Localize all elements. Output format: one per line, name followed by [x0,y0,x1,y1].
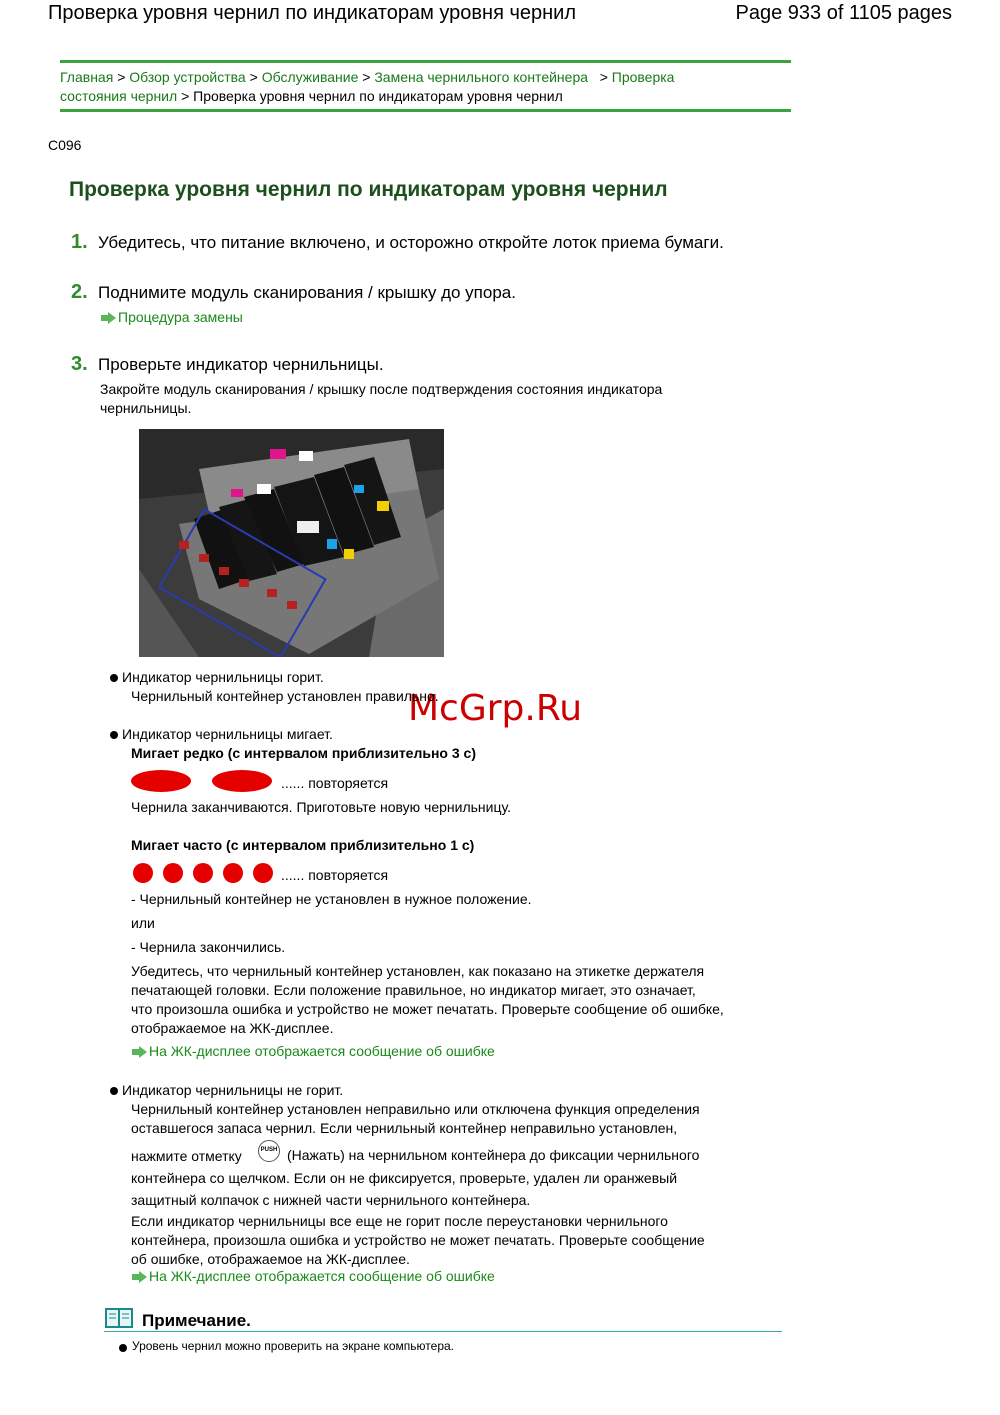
bullet-icon [110,731,118,739]
slow-blink-text: Чернила заканчиваются. Приготовьте новую чернильницу. [131,799,511,815]
fast-blink-line: или [131,915,155,931]
step-text: Поднимите модуль сканирования / крышку до упора. [98,283,516,302]
photo-label [297,521,319,533]
bullet-icon [110,674,118,682]
page-code: C096 [48,137,82,153]
bullet-icon [110,1087,118,1095]
fast-blink-para: отображаемое на ЖК-дисплее. [131,1020,334,1036]
lcd-error-link[interactable]: На ЖК-дисплее отображается сообщение об ошибке [131,1043,495,1059]
push-mark-icon: PUSH [258,1140,280,1162]
step-description-line: чернильницы. [100,400,192,416]
breadcrumb-link-check-cont[interactable]: состояния чернил [60,88,178,104]
lit-title: Индикатор чернильницы горит. [122,669,324,685]
off-line: защитный колпачок с нижней части чернильного контейнера. [131,1192,531,1208]
arrow-right-icon [139,1046,147,1058]
arrow-right-icon [139,1271,147,1283]
fast-blink-indicator [253,863,273,883]
breadcrumb-line-1: Главная > Обзор устройства > Обслуживание > Замена чернильного контейнера > Проверка [60,69,675,85]
slow-blink-indicator [131,770,191,792]
step-number: 2. [71,281,88,303]
off-line: Если индикатор чернильницы все еще не горит после переустановки чернильного [131,1213,668,1229]
note-title: Примечание. [142,1311,251,1330]
fast-blink-para: что произошла ошибка и устройство не может печатать. Проверьте сообщение об ошибке, [131,1001,724,1017]
bullet-icon [119,1344,127,1352]
breadcrumb-link-home[interactable]: Главная [60,69,114,85]
arrow-right-icon [108,312,116,324]
step-text: Проверьте индикатор чернильницы. [98,355,384,374]
page-counter: Page 933 of 1105 pages [735,2,952,24]
off-title: Индикатор чернильницы не горит. [122,1082,344,1098]
fast-blink-indicator [223,863,243,883]
step-number: 3. [71,353,88,375]
fast-blink-para: печатающей головки. Если положение правильное, но индикатор мигает, это означает, [131,982,696,998]
step-description-line: Закройте модуль сканирования / крышку после подтверждения состояния индикатора [100,381,663,397]
document-title: Проверка уровня чернил по индикаторам уровня чернил [48,2,577,24]
fast-blink-indicator [163,863,183,883]
ink-cartridge-photo [139,429,444,657]
off-line: Чернильный контейнер установлен неправильно или отключена функция определения [131,1101,700,1117]
off-push-before: нажмите отметку [131,1148,242,1164]
lcd-error-link[interactable]: На ЖК-дисплее отображается сообщение об ошибке [131,1268,495,1284]
fast-blink-indicator [193,863,213,883]
repeat-label: ...... повторяется [281,867,389,883]
note-divider [104,1331,782,1332]
off-push-after: (Нажать) на чернильном контейнера до фиксации чернильного [287,1147,700,1163]
blink-title: Индикатор чернильницы мигает. [122,726,333,742]
fast-blink-indicator [133,863,153,883]
slow-blink-indicator [212,770,272,792]
breadcrumb-link-maintenance[interactable]: Обслуживание [261,69,359,85]
lit-text: Чернильный контейнер установлен правильно. [131,688,439,704]
page-title: Проверка уровня чернил по индикаторам уровня чернил [69,178,668,201]
repeat-label: ...... повторяется [281,775,389,791]
fast-blink-line: - Чернила закончились. [131,939,286,955]
book-icon [105,1308,133,1333]
fast-blink-title: Мигает часто (с интервалом приблизительно 1 с) [131,837,475,853]
breadcrumb-line-2 [60,87,563,106]
watermark: McGrp.Ru [408,688,583,729]
breadcrumb-current: > Проверка уровня чернил по индикаторам уровня чернил [181,88,563,104]
off-line: оставшегося запаса чернил. Если чернильный контейнер неправильно установлен, [131,1120,678,1136]
off-line: контейнера со щелчком. Если он не фиксируется, проверьте, удален ли оранжевый [131,1170,678,1186]
note-item: Уровень чернил можно проверить на экране компьютера. [132,1339,454,1353]
fast-blink-line: - Чернильный контейнер не установлен в нужное положение. [131,891,532,907]
breadcrumb-link-replace[interactable]: Замена чернильного контейнера [374,69,589,85]
step-text: Убедитесь, что питание включено, и осторожно откройте лоток приема бумаги. [98,233,724,252]
slow-blink-title: Мигает редко (с интервалом приблизительно 3 с) [131,745,476,761]
fast-blink-para: Убедитесь, что чернильный контейнер установлен, как показано на этикетке держателя [131,963,705,979]
off-line: об ошибке, отображаемое на ЖК-дисплее. [131,1251,410,1267]
breadcrumb-link-check[interactable]: Проверка [611,69,675,85]
breadcrumb-link-overview[interactable]: Обзор устройства [129,69,246,85]
step-number: 1. [71,231,88,253]
off-line: контейнера, произошла ошибка и устройство не может печатать. Проверьте сообщение [131,1232,705,1248]
replace-procedure-link[interactable]: Процедура замены [100,309,243,325]
